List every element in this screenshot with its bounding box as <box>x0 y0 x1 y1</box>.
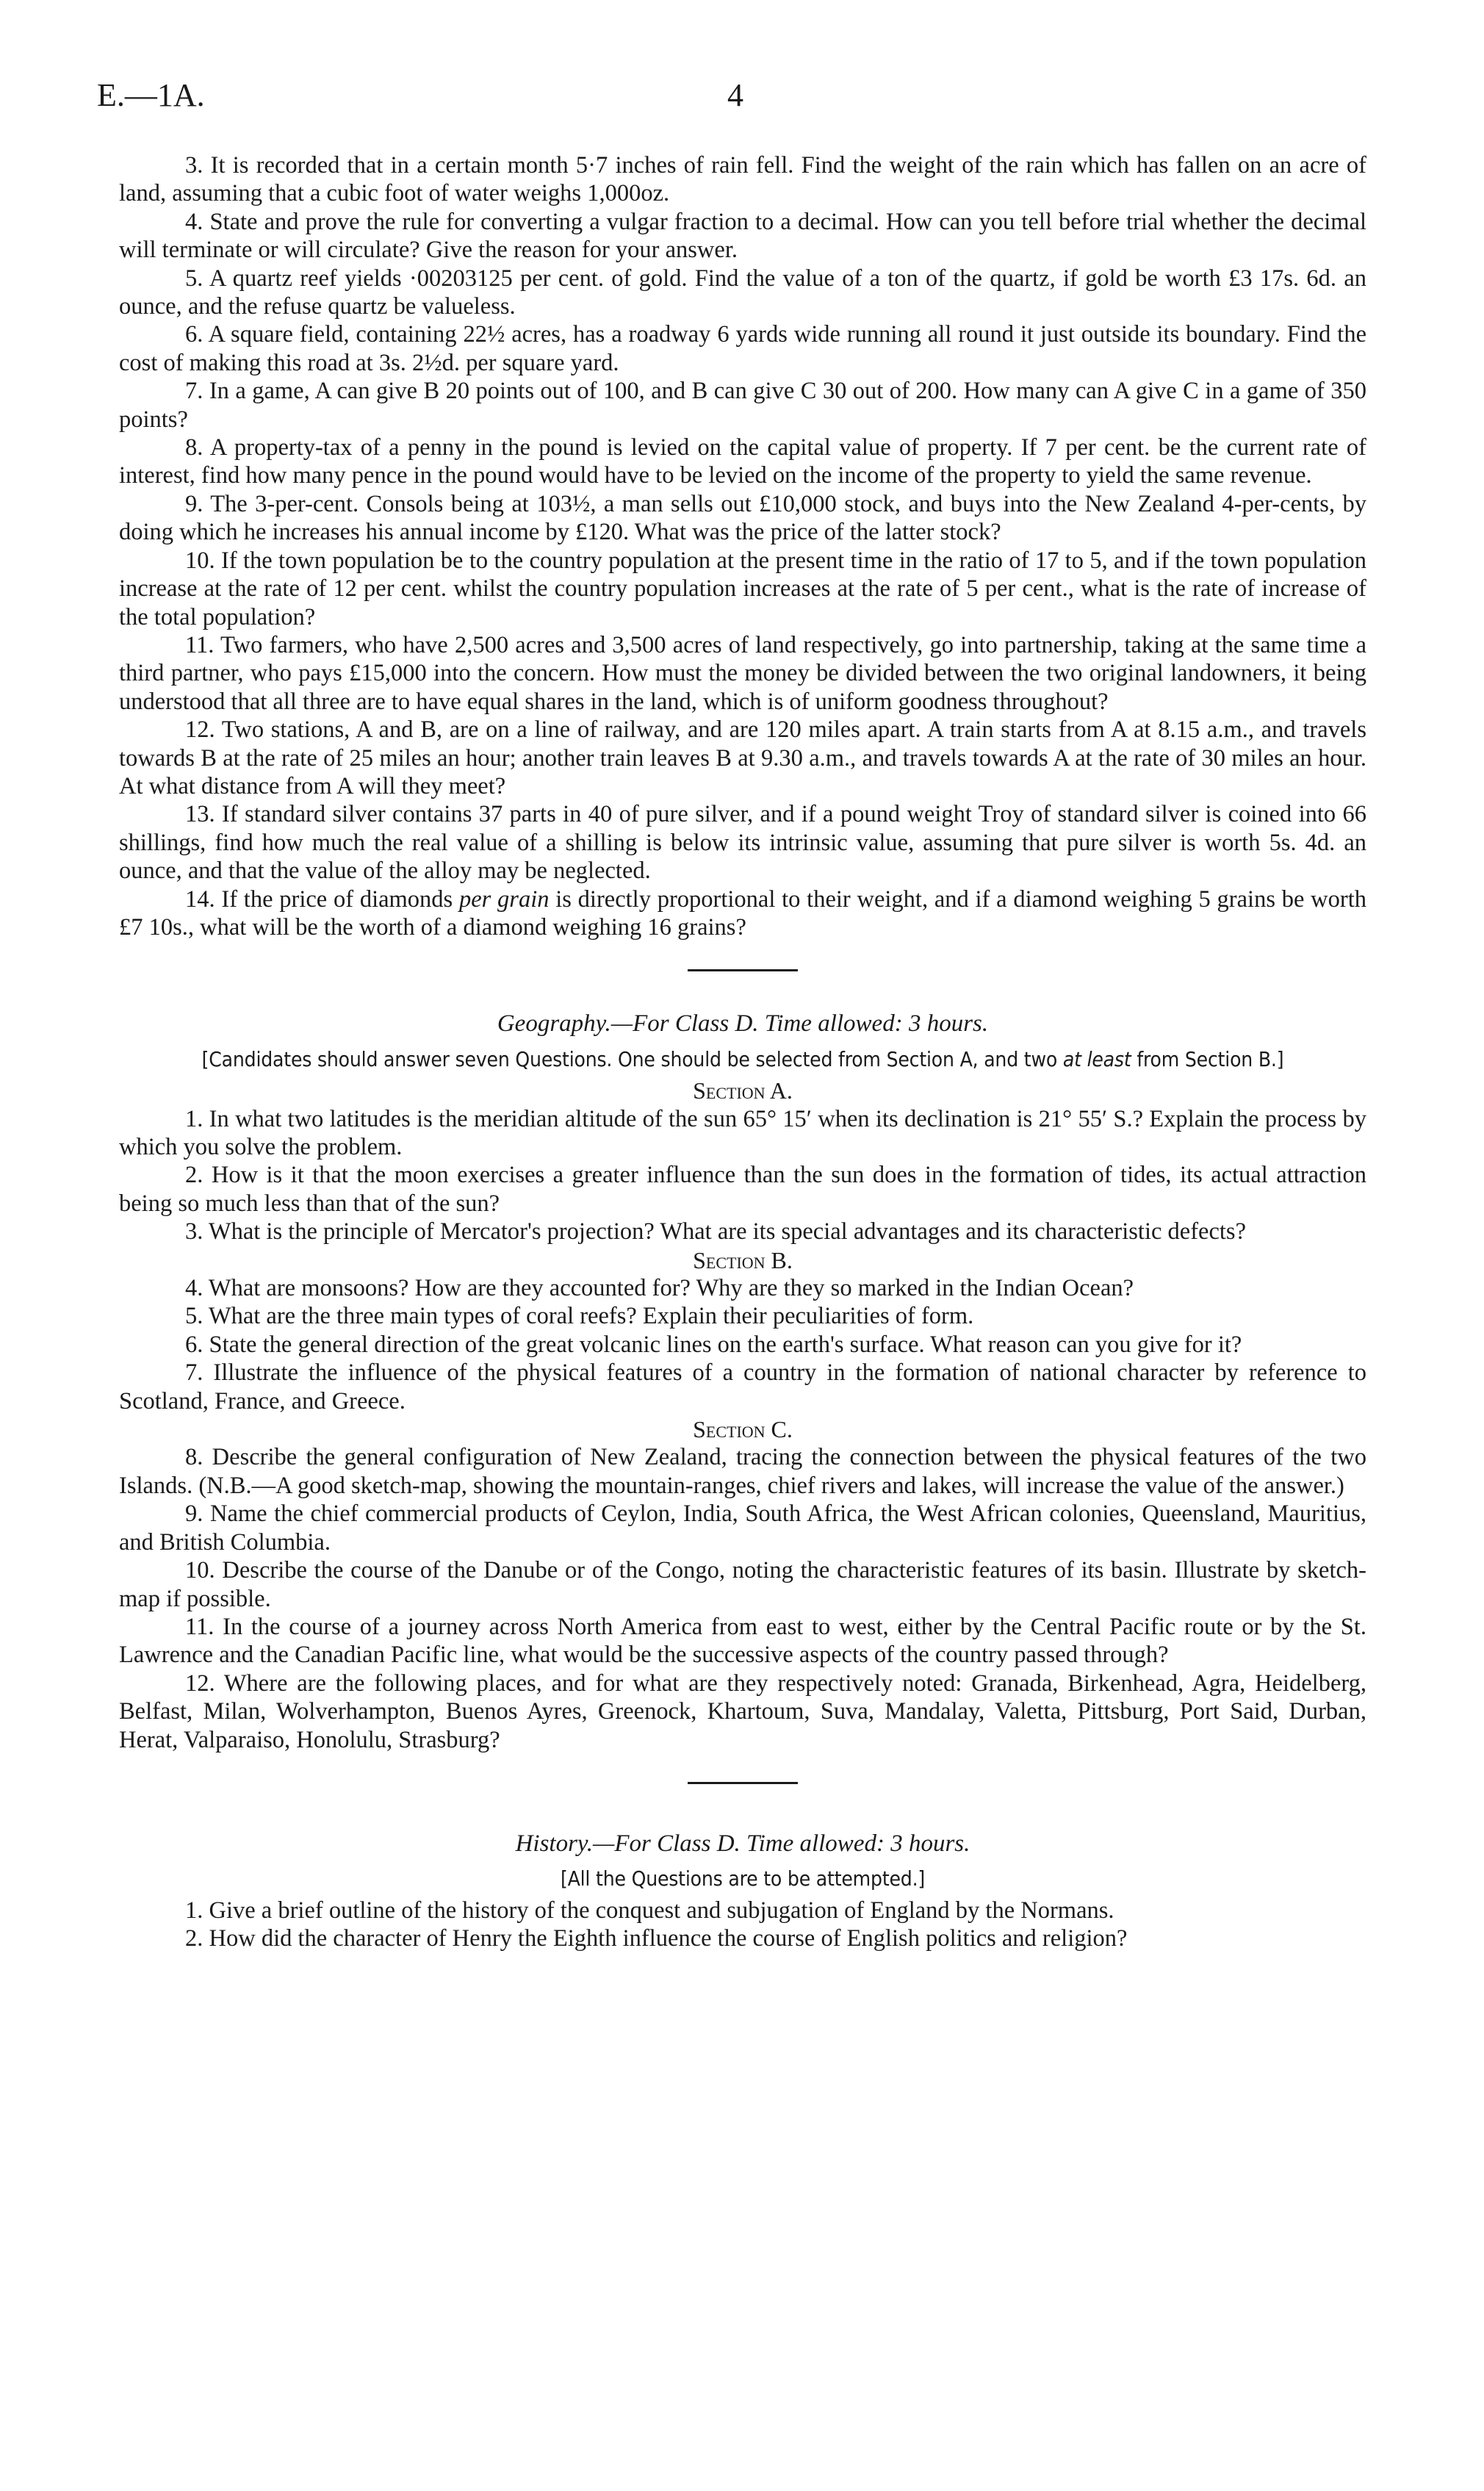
arithmetic-question-6: 6. A square field, containing 22½ acres, has a roadway 6 yards wide running all round it just outside its boundary. Find the cost of making this road at 3s. 2½d. per square yard. <box>119 321 1366 376</box>
arithmetic-question-11: 11. Two farmers, who have 2,500 acres and 3,500 acres of land respectively, go into partnership, taking at the same time a third partner, who pays £15,000 into the concern. How must the money be divided between the two original landowners, it being understood that all three are to have equal shares in the land, which is of uniform goodness throughout? <box>119 631 1366 715</box>
geography-question-2: 2. How is it that the moon exercises a greater influence than the sun does in the formation of tides, its actual attraction being so much less than that of the sun? <box>119 1162 1366 1217</box>
arithmetic-question-14 <box>119 885 1366 942</box>
arithmetic-question-3: 3. It is recorded that in a certain month 5·7 inches of rain fell. Find the weight of the rain which has fallen on an acre of land, assuming that a cubic foot of water weighs 1,000oz. <box>119 152 1366 207</box>
arithmetic-question-8: 8. A property-tax of a penny in the pound is levied on the capital value of property. If 7 per cent. be the current rate of interest, find how many pence in the pound would have to be levied on the income of the property to yield the same revenue. <box>119 434 1366 489</box>
geography-note-after: from Section B.] <box>1131 1046 1284 1071</box>
section-b-heading: Section B. <box>693 1246 793 1273</box>
arithmetic-question-13: 13. If standard silver contains 37 parts in 40 of pure silver, and if a pound weight Troy of standard silver is coined into 66 shillings, find how much the real value of a shilling is below its intrinsic value, assuming that pure silver is worth 5s. 4d. an ounce, and that the value of the alloy may be neglected. <box>119 801 1366 885</box>
arithmetic-question-12: 12. Two stations, A and B, are on a line of railway, and are 120 miles apart. A train starts from A at 8.15 a.m., and travels towards B at the rate of 25 miles an hour; another train leaves B at 9.30 a.m., and travels towards A at the rate of 30 miles an hour. At what distance from A will they meet? <box>119 716 1366 799</box>
q14-text-after: is directly proportional to their weight, and if a diamond weighing 5 grains be worth £7 10s., what will be the worth of a diamond weighing 16 grains? <box>119 885 1367 941</box>
q14-emphasis: per grain <box>458 885 550 913</box>
geography-question-10: 10. Describe the course of the Danube or of the Congo, noting the characteristic features of its basin. Illustrate by sketch-map if possible. <box>119 1557 1366 1612</box>
geography-question-5: 5. What are the three main types of coral reefs? Explain their peculiarities of form. <box>185 1303 974 1330</box>
geography-question-8: 8. Describe the general configuration of New Zealand, tracing the connection between the physical features of the two Islands. (N.B.—A good sketch-map, showing the mountain-ranges, chief rivers and lakes, will increase the value of the answer.) <box>119 1444 1366 1499</box>
geography-question-1: 1. In what two latitudes is the meridian altitude of the sun 65° 15′ when its declination is 21° 55′ S.? Explain the process by which you solve the problem. <box>119 1105 1366 1160</box>
page-content <box>119 151 1366 1953</box>
geography-question-7: 7. Illustrate the influence of the physical features of a country in the formation of national character by reference to Scotland, France, and Greece. <box>119 1359 1366 1415</box>
history-title: History.—For Class D. Time allowed: 3 hours. <box>515 1830 970 1857</box>
arithmetic-question-9: 9. The 3-per-cent. Consols being at 103½, a man sells out £10,000 stock, and buys into the New Zealand 4-per-cents, by doing which he increases his annual income by £120. What was the price of the latter stock? <box>119 490 1366 546</box>
history-question-2: 2. How did the character of Henry the Eighth influence the course of English politics and religion? <box>185 1925 1128 1952</box>
geography-instructions <box>119 1046 1366 1074</box>
arithmetic-question-10: 10. If the town population be to the country population at the present time in the ratio of 17 to 5, and if the town population increase at the rate of 12 per cent. whilst the country population increases at the rate of 5 per cent., what is the rate of increase of the total population? <box>119 547 1366 630</box>
history-instructions: [All the Questions are to be attempted.] <box>560 1866 926 1891</box>
geography-title: Geography.—For Class D. Time allowed: 3 hours. <box>497 1010 989 1038</box>
history-question-1: 1. Give a brief outline of the history of the conquest and subjugation of England by the Normans. <box>185 1897 1114 1924</box>
geography-note-emphasis: at least <box>1062 1046 1131 1071</box>
page-number: 4 <box>727 77 743 113</box>
q14-text-before: 14. If the price of diamonds <box>185 885 459 913</box>
section-divider <box>688 1782 798 1784</box>
geography-question-9: 9. Name the chief commercial products of Ceylon, India, South Africa, the West African colonies, Queensland, Mauritius, and British Columbia. <box>119 1500 1366 1556</box>
geography-question-6: 6. State the general direction of the great volcanic lines on the earth's surface. What reason can you give for it? <box>185 1331 1242 1358</box>
arithmetic-question-4: 4. State and prove the rule for converting a vulgar fraction to a decimal. How can you tell before trial whether the decimal will terminate or will circulate? Give the reason for your answer. <box>119 208 1366 264</box>
geography-question-4: 4. What are monsoons? How are they accounted for? Why are they so marked in the Indian Ocean? <box>185 1275 1134 1302</box>
geography-note-before: [Candidates should answer seven Questions. One should be selected from Section A, and two <box>201 1046 1063 1071</box>
section-a-heading: Section A. <box>693 1077 793 1104</box>
geography-question-11: 11. In the course of a journey across North America from east to west, either by the Central Pacific route or by the St. Lawrence and the Canadian Pacific line, what would be the successive aspects of the country passed through? <box>119 1613 1366 1669</box>
geography-question-3: 3. What is the principle of Mercator's projection? What are its special advantages and its characteristic defects? <box>185 1218 1246 1246</box>
geography-question-12: 12. Where are the following places, and for what are they respectively noted: Granada, Birkenhead, Agra, Heidelberg, Belfast, Milan, Wolverhampton, Buenos Ayres, Greenock, Khartoum, Suva, Mandalay, Valetta, Pittsburg, Port Said, Durban, Herat, Valparaiso, Honolulu, Strasburg? <box>119 1669 1366 1753</box>
section-divider <box>688 969 798 971</box>
arithmetic-question-7: 7. In a game, A can give B 20 points out of 100, and B can give C 30 out of 200. How many can A give C in a game of 350 points? <box>119 378 1366 433</box>
document-code: E.—1A. <box>97 77 205 113</box>
section-c-heading: Section C. <box>693 1416 793 1443</box>
arithmetic-question-5: 5. A quartz reef yields ·00203125 per cent. of gold. Find the value of a ton of the quartz, if gold be worth £3 17s. 6d. an ounce, and the refuse quartz be valueless. <box>119 265 1366 320</box>
